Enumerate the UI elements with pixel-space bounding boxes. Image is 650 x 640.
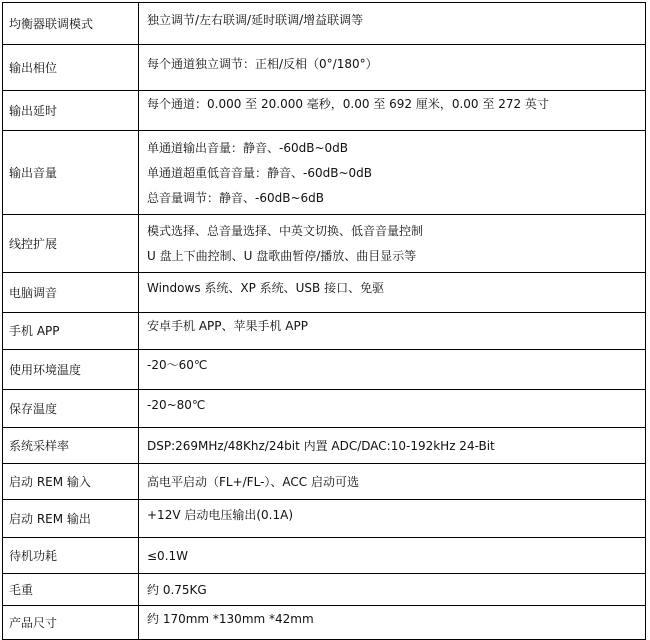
table-row xyxy=(3,428,646,464)
table-row xyxy=(3,215,646,273)
value-line: Windows 系统、XP 系统、USB 接口、免驱 xyxy=(147,281,385,295)
row-value xyxy=(139,313,646,350)
row-value xyxy=(139,3,646,45)
row-label: 电脑调音 xyxy=(3,273,139,313)
table-row xyxy=(3,538,646,574)
value-line: DSP:269MHz/48Khz/24bit 内置 ADC/DAC:10-192kHz 24-Bit xyxy=(147,438,495,453)
row-value xyxy=(139,606,646,640)
row-label: 待机功耗 xyxy=(3,538,139,574)
row-value xyxy=(139,428,646,464)
row-value xyxy=(139,215,646,273)
row-label: 输出音量 xyxy=(3,131,139,215)
row-label: 手机 APP xyxy=(3,313,139,350)
value-line: 约 170mm *130mm *42mm xyxy=(147,612,314,626)
row-value xyxy=(139,91,646,131)
row-label: 使用环境温度 xyxy=(3,350,139,390)
table-row xyxy=(3,606,646,640)
row-label: 输出相位 xyxy=(3,45,139,91)
row-value xyxy=(139,350,646,390)
value-line: 每个通道独立调节：正相/反相（0°/180°） xyxy=(147,57,378,71)
row-label: 毛重 xyxy=(3,574,139,606)
value-line: 单通道超重低音音量：静音、-60dB~0dB xyxy=(147,165,372,180)
table-row xyxy=(3,45,646,91)
row-value xyxy=(139,45,646,91)
row-label: 均衡器联调模式 xyxy=(3,3,139,45)
value-line: +12V 启动电压输出(0.1A) xyxy=(147,508,294,522)
table-row xyxy=(3,350,646,390)
value-line: 单通道输出音量：静音、-60dB~0dB xyxy=(147,140,348,155)
row-value xyxy=(139,464,646,500)
table-row xyxy=(3,390,646,428)
row-label: 启动 REM 输出 xyxy=(3,500,139,538)
value-line: 高电平启动（FL+/FL-）、ACC 启动可选 xyxy=(147,474,359,489)
row-label: 启动 REM 输入 xyxy=(3,464,139,500)
row-label: 保存温度 xyxy=(3,390,139,428)
row-value xyxy=(139,390,646,428)
value-line: 每个通道：0.000 至 20.000 毫秒，0.00 至 692 厘米，0.00 至 272 英寸 xyxy=(147,97,549,111)
value-line: 独立调节/左右联调/延时联调/增益联调等 xyxy=(147,13,364,27)
row-label: 产品尺寸 xyxy=(3,606,139,640)
row-value xyxy=(139,538,646,574)
value-line: 模式选择、总音量选择、中英文切换、低音音量控制 xyxy=(147,224,424,238)
row-value xyxy=(139,574,646,606)
row-label: 线控扩展 xyxy=(3,215,139,273)
value-line: 安卓手机 APP、苹果手机 APP xyxy=(147,319,308,333)
row-value xyxy=(139,131,646,215)
row-value xyxy=(139,500,646,538)
row-label: 输出延时 xyxy=(3,91,139,131)
value-line: ≤0.1W xyxy=(147,548,189,563)
row-label: 系统采样率 xyxy=(3,428,139,464)
table-row xyxy=(3,500,646,538)
table-row xyxy=(3,273,646,313)
value-line: -20~80℃ xyxy=(147,398,206,412)
table-row xyxy=(3,131,646,215)
table-row xyxy=(3,313,646,350)
value-line: U 盘上下曲控制、U 盘歌曲暂停/播放、曲目显示等 xyxy=(147,249,417,263)
spec-table xyxy=(2,2,646,640)
row-value xyxy=(139,273,646,313)
value-line: 约 0.75KG xyxy=(147,582,207,597)
value-line: -20～60℃ xyxy=(147,358,208,372)
table-row xyxy=(3,464,646,500)
table-row xyxy=(3,91,646,131)
value-line: 总音量调节：静音、-60dB~6dB xyxy=(147,190,324,205)
table-row xyxy=(3,3,646,45)
table-row xyxy=(3,574,646,606)
